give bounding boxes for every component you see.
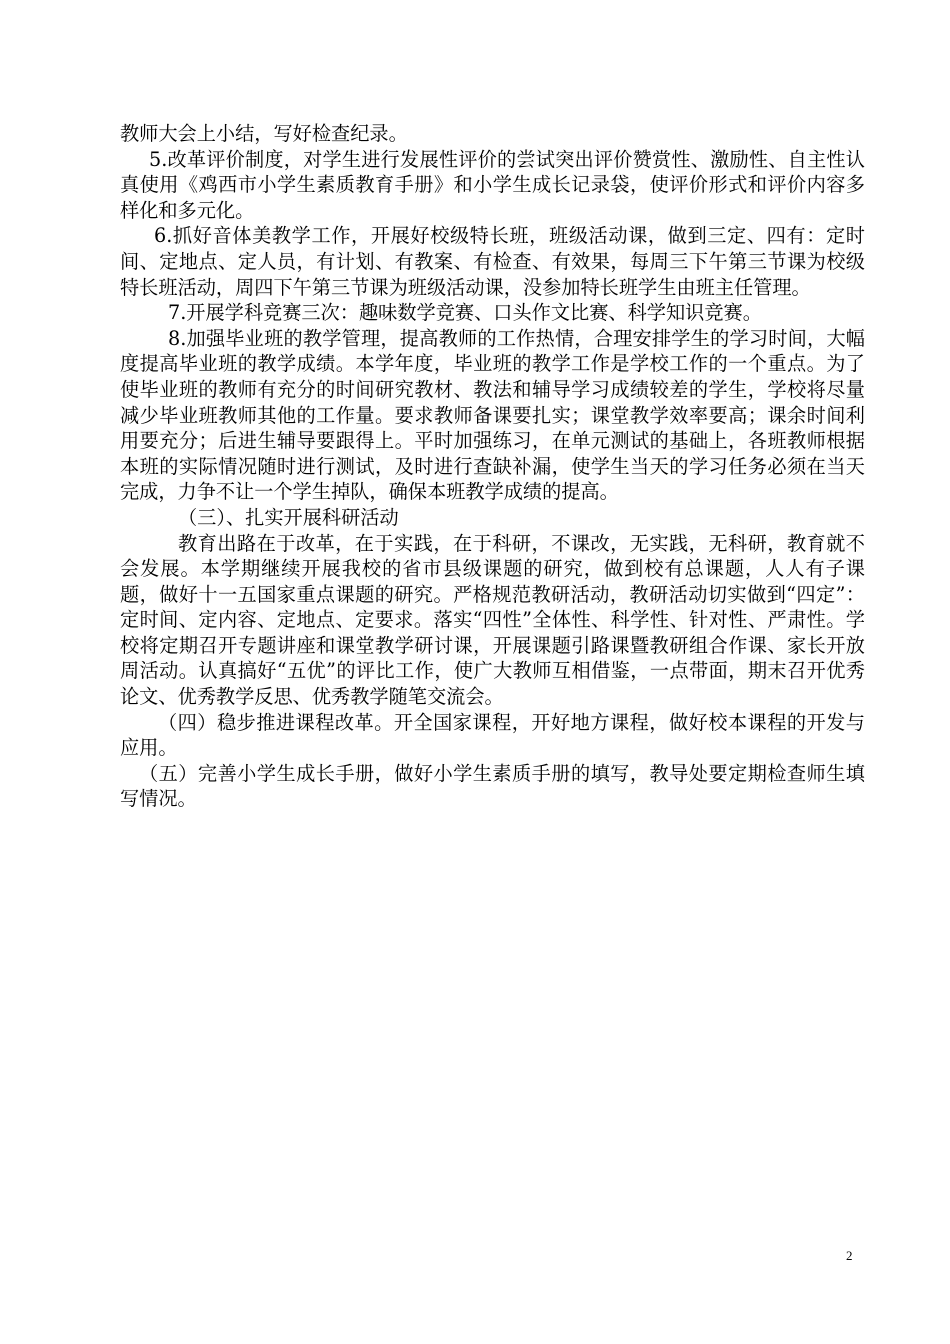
paragraph-summary-line: 教师大会上小结，写好检查纪录。 [120,122,408,145]
document-body [120,121,865,812]
paragraph-item-8: 8.加强毕业班的教学管理，提高教师的工作热情，合理安排学生的学习时间，大幅度提高毕业班的教学成绩。本学年度，毕业班的教学工作是学校工作的一个重点。为了使毕业班的教师有充分的时间研究教材、教法和辅导学习成绩较差的学生，学校将尽量减少毕业班教师其他的工作量。要求教师备课要扎实；课堂教学效率要高；课余时间利用要充分；后进生辅导要跟得上。平时加强练习，在单元测试的基础上，各班教师根据本班的实际情况随时进行测试，及时进行查缺补漏，使学生当天的学习任务必须在当天完成，力争不让一个学生掉队，确保本班教学成绩的提高。 [120,326,865,504]
paragraph-item-7: 7.开展学科竞赛三次：趣味数学竞赛、口头作文比赛、科学知识竞赛。 [168,301,762,325]
section-heading-5: （五）完善小学生成长手册，做好小学生素质手册的填写，教导处要定期检查师生填写情况。 [120,761,865,811]
section-heading-4: （四）稳步推进课程改革。开全国家课程，开好地方课程，做好校本课程的开发与应用。 [120,710,865,760]
paragraph-item-5: 5.改革评价制度，对学生进行发展性评价的尝试突出评价赞赏性、激励性、自主性认真使用《鸡西市小学生素质教育手册》和小学生成长记录袋，使评价形式和评价内容多样化和多元化。 [120,147,865,222]
paragraph-item-6: 6.抓好音体美教学工作，开展好校级特长班，班级活动课，做到三定、四有：定时间、定地点、定人员，有计划、有教案、有检查、有效果，每周三下午第三节课为校级特长班活动，周四下午第三节课为班级活动课，没参加特长班学生由班主任管理。 [120,224,865,299]
page-number: 2 [846,1248,853,1263]
section-heading-3: （三）、扎实开展科研活动 [178,505,399,529]
paragraph-research: 教育出路在于改革，在于实践，在于科研，不课改，无实践，无科研，教育就不会发展。本学期继续开展我校的省市县级课题的研究，做到校有总课题，人人有子课题，做好十一五国家重点课题的研究。严格规范教研活动，教研活动切实做到“四定”：定时间、定内容、定地点、定要求。落实“四性”全体性、科学性、针对性、严肃性。学校将定期召开专题讲座和课堂教学研讨课，开展课题引路课暨教研组合作课、家长开放周活动。认真搞好“五优”的评比工作，使广大教师互相借鉴，一点带面，期末召开优秀论文、优秀教学反思、优秀教学随笔交流会。 [120,531,865,709]
